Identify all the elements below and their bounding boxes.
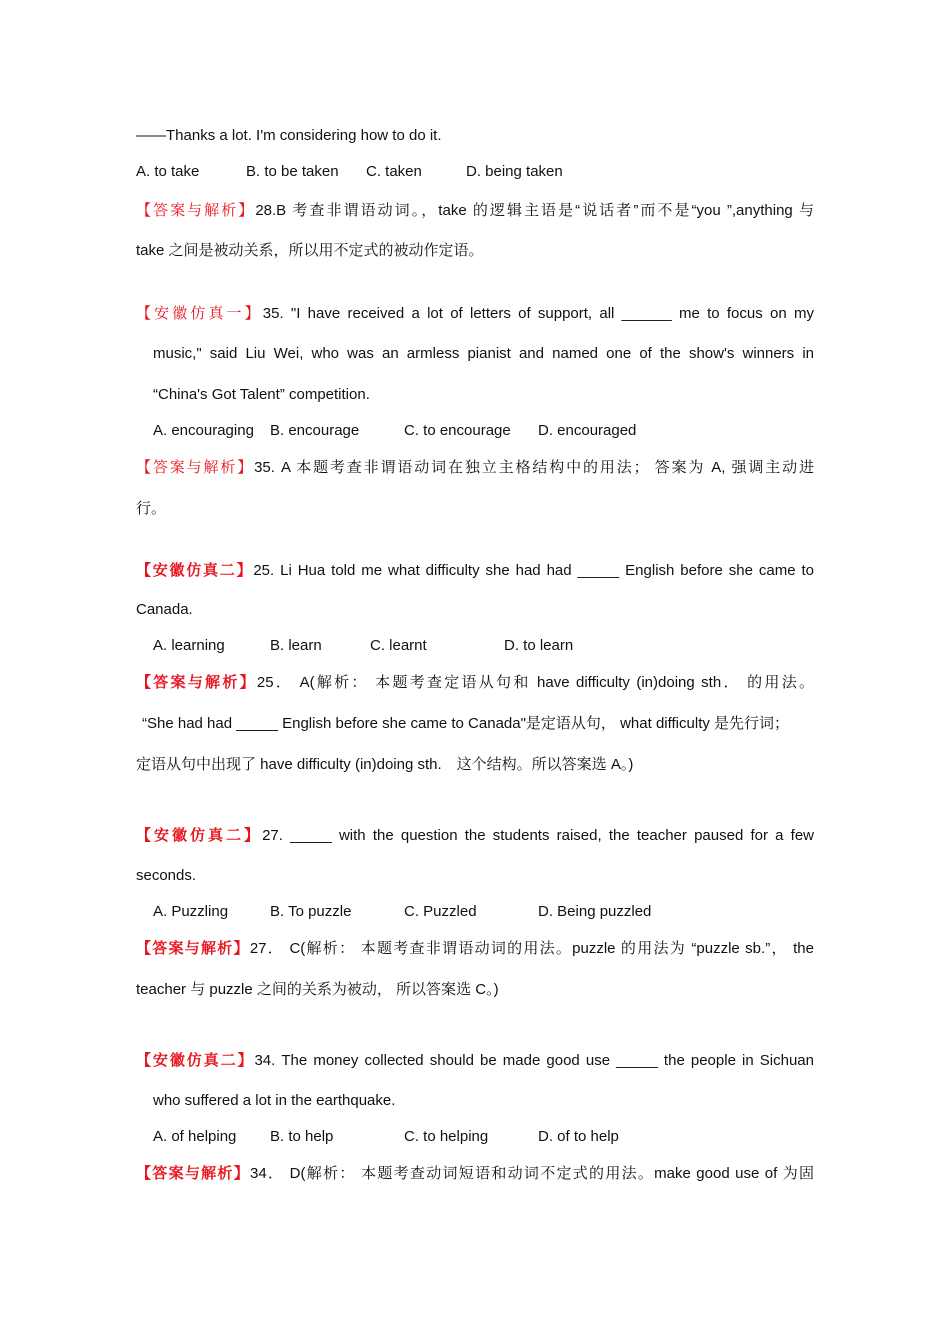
q28-dialog: ——Thanks a lot. I'm considering how to do it. — [136, 127, 442, 144]
q35-option-d: D. encouraged — [538, 422, 637, 439]
answer-tag: 【答案与解析】 — [136, 201, 256, 219]
source-tag: 【安徽仿真二】 — [136, 826, 263, 844]
q35-line3: “China's Got Talent” competition. — [153, 386, 370, 403]
q25-explanation-line1: 【答案与解析】25． A(解析： 本题考查定语从句和 have difficulty (in)doing sth． 的用法。 — [136, 673, 814, 691]
q25-explanation-line3: 定语从句中出现了 have difficulty (in)doing sth. 这个结构。所以答案选 A。) — [136, 756, 634, 773]
q28-option-d: D. being taken — [466, 163, 563, 180]
q28-explanation-line2: take 之间是被动关系，所以用不定式的被动作定语。 — [136, 242, 484, 259]
q27-line1: 【安徽仿真二】27. _____ with the question the students raised, the teacher paused for a few — [136, 826, 814, 844]
q35-line2: music," said Liu Wei, who was an armless pianist and named one of the show's winners in — [153, 345, 814, 362]
answer-tag: 【答案与解析】 — [136, 458, 255, 476]
answer-tag: 【答案与解析】 — [136, 1164, 250, 1182]
q27-option-c: C. Puzzled — [404, 903, 477, 920]
q34-line2: who suffered a lot in the earthquake. — [153, 1092, 396, 1109]
q28-option-a: A. to take — [136, 163, 200, 180]
q27-line2: seconds. — [136, 867, 197, 884]
q25-option-c: C. learnt — [370, 637, 427, 654]
q34-explanation-line1: 【答案与解析】34． D(解析： 本题考查动词短语和动词不定式的用法。make good use of 为固 — [136, 1164, 814, 1182]
q25-option-b: B. learn — [270, 637, 322, 654]
q35-option-c: C. to encourage — [404, 422, 511, 439]
q35-line1: 【安徽仿真一】35. "I have received a lot of letters of support, all ______ me to focus on my — [136, 304, 814, 322]
q35-explanation-line2: 行。 — [136, 500, 167, 517]
q34-option-c: C. to helping — [404, 1128, 489, 1145]
source-tag: 【安徽仿真二】 — [136, 561, 254, 579]
q25-option-d: D. to learn — [504, 637, 574, 654]
q35-option-a: A. encouraging — [153, 422, 254, 439]
source-tag: 【安徽仿真二】 — [136, 1051, 255, 1069]
q25-line2: Canada. — [136, 601, 193, 618]
answer-tag: 【答案与解析】 — [136, 939, 250, 957]
answer-tag: 【答案与解析】 — [136, 673, 257, 691]
q27-explanation-line2: teacher 与 puzzle 之间的关系为被动， 所以答案选 C。) — [136, 981, 499, 998]
q35-explanation-line1: 【答案与解析】35. A 本题考查非谓语动词在独立主格结构中的用法； 答案为 A, 强调主动进 — [136, 458, 814, 476]
q28-explanation-line1: 【答案与解析】28.B 考查非谓语动词。，take 的逻辑主语是“说话者”而不是“you ”,anything 与 — [136, 201, 814, 219]
q28-option-b: B. to be taken — [246, 163, 339, 180]
q27-option-b: B. To puzzle — [270, 903, 352, 920]
q34-option-d: D. of to help — [538, 1128, 619, 1145]
q27-option-d: D. Being puzzled — [538, 903, 652, 920]
q25-line1: 【安徽仿真二】25. Li Hua told me what difficulty she had had _____ English before she came to — [136, 561, 814, 579]
q34-line1: 【安徽仿真二】34. The money collected should be made good use _____ the people in Sichuan — [136, 1051, 814, 1069]
q27-option-a: A. Puzzling — [153, 903, 229, 920]
q28-option-c: C. taken — [366, 163, 422, 180]
q34-option-a: A. of helping — [153, 1128, 237, 1145]
q34-option-b: B. to help — [270, 1128, 334, 1145]
q25-option-a: A. learning — [153, 637, 225, 654]
source-tag: 【安徽仿真一】 — [136, 304, 263, 322]
q25-explanation-line2: “She had had _____ English before she came to Canada"是定语从句， what difficulty 是先行词； — [142, 715, 790, 732]
q35-option-b: B. encourage — [270, 422, 360, 439]
q27-explanation-line1: 【答案与解析】27． C(解析： 本题考查非谓语动词的用法。puzzle 的用法为 “puzzle sb.”， the — [136, 939, 814, 957]
